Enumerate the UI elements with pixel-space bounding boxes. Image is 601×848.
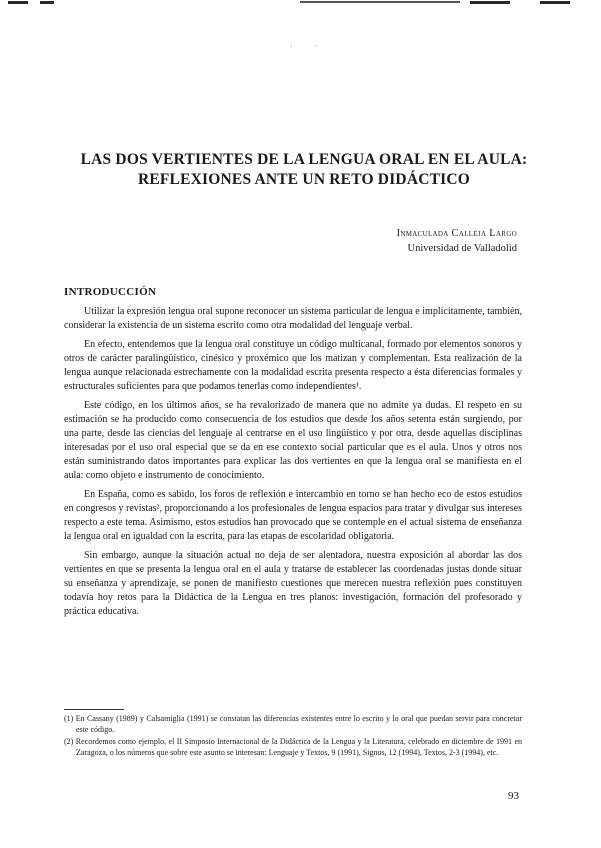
page-number: 93: [508, 790, 519, 802]
paragraph: Utilizar la expresión lengua oral supone reconocer un sistema particular de lengua e implícitamente, también, considerar la existencia de un sistema escrito como otra modalidad del lenguaje verbal.: [64, 306, 522, 331]
footnote: (2) Recordemos como ejemplo, el II Simposio Internacional de la Didáctica de la Lengua y la Literatura, celebrado en diciembre de 1991 en Zaragoza, o los números que sobre este asunto se interesan: Lenguaje y Textos, 9 (1991), Signos, 12 (1994), Textos, 2-3 (1994), etc.: [64, 737, 522, 757]
footnote-divider: [64, 709, 124, 710]
footnote: (1) En Cassany (1989) y Calsamiglia (1991) se constatan las diferencias existentes entre lo escrito y lo oral que puedan servir para concretar este código.: [64, 714, 522, 734]
paragraph: En efecto, entendemos que la lengua oral constituye un código multicanal, formado por elementos sonoros y otros de carácter paralingüístico, cinésico y proxémico que los matizan y complementan. Esta realización de la lengua aunque relacionada estrechamente con la modalidad escrita presenta respecto a ésta diferencias formales y estructurales suficientes para que podamos tenerlas como independientes¹.: [64, 339, 522, 392]
section-heading: INTRODUCCIÓN: [64, 286, 157, 298]
paragraph: Este código, en los últimos años, se ha revalorizado de manera que no admite ya dudas. El respeto en su estimación se ha producido como consecuencia de los estudios que desde los años setenta están surgiendo, por una parte, desde las ciencias del lenguaje al centrarse en el uso lingüístico y por otra, desde aquellas disciplinas interesadas por el uso oral especial que se da en ese contexto social particular que es el aula. Unos y otros nos están suministrando datos importantes para explicar las dos vertientes en que la lengua oral se manifiesta en el aula: como objeto e instrumento de conocimiento.: [64, 400, 522, 481]
edge-mark: [470, 1, 510, 4]
paper-title: [64, 150, 544, 190]
edge-mark: [540, 1, 570, 4]
scan-edge-marks: [0, 0, 601, 6]
author-affiliation: Universidad de Valladolid: [407, 243, 517, 254]
edge-mark: [300, 1, 460, 3]
title-line-1: LAS DOS VERTIENTES DE LA LENGUA ORAL EN EL AULA:: [80, 151, 528, 168]
paragraph: En España, como es sabido, los foros de reflexión e intercambio en torno se han hecho eco de estos estudios en congresos y revistas², proporcionando a los profesionales de lengua espacios para tratar y divulgar sus intereses respecto a este tema. Asimismo, estos estudios han provocado que se contemple en el actual sistema de enseñanza la lengua oral en igualdad con la escrita, para las etapas de escolaridad obligatoria.: [64, 489, 522, 542]
body-text: [64, 305, 522, 624]
title-line-2: REFLEXIONES ANTE UN RETO DIDÁCTICO: [137, 171, 471, 188]
edge-mark: [8, 1, 28, 4]
paragraph: Sin embargo, aunque la situación actual no deja de ser alentadora, nuestra exposición al abordar las dos vertientes en que se presenta la lengua oral en el aula y tratarse de establecer las coordenadas justas donde situar su enseñanza y aprendizaje, se ponen de manifiesto cuestiones que merecen nuestra reflexión pues constituyen todavía hoy retos para la Didáctica de la Lengua en tres planos: investigación, formación del profesorado y práctica educativa.: [64, 550, 522, 617]
scan-dots: · ·: [290, 42, 328, 51]
footnotes: [64, 714, 522, 760]
edge-mark: [40, 1, 54, 4]
author-name: Inmaculada Calleja Largo: [396, 228, 517, 239]
author-block: [397, 226, 517, 256]
